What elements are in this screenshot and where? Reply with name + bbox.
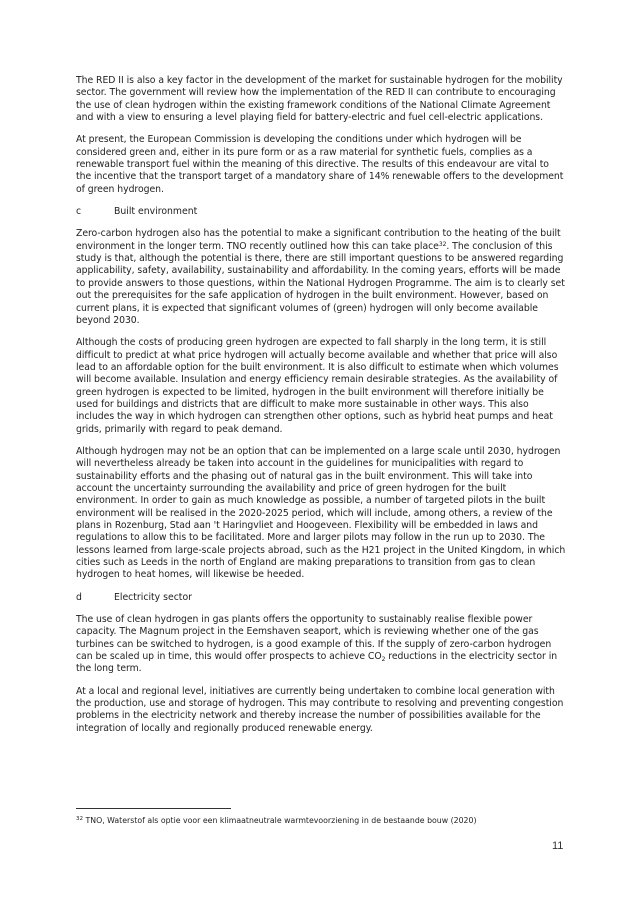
- section-heading-built-environment: [76, 206, 566, 218]
- paragraph-red-ii: The RED II is also a key factor in the development of the market for sustainable hydrogen for the mobility sector. The government will review how the implementation of the RED II can contribute to encouraging the use of clean hydrogen within the existing framework conditions of the National Climate Agreement and with a view to ensuring a level playing field for battery-electric and fuel cell-electric applications.: [76, 75, 563, 124]
- footnote-text: TNO, Waterstof als optie voor een klimaatneutrale warmtevoorziening in de bestaande bouw (2020): [83, 816, 477, 825]
- footnote: [76, 816, 576, 826]
- section-letter: d: [76, 591, 82, 603]
- paragraph-text: The use of clean hydrogen in gas plants offers the opportunity to sustainably realise flexible power capacity. The Magnum project in the Eemshaven seaport, which is reviewing whether one of the gas turbines can be switched to hydrogen, is a good example of this. If the supply of zero-carbon hydrogen can be scaled up in time, this would offer prospects to achieve CO: [76, 614, 552, 663]
- paragraph-gas-plants: [76, 614, 566, 676]
- paragraph-european-commission: At present, the European Commission is developing the conditions under which hydrogen will be considered green and, either in its pure form or as a raw material for synthetic fuels, complies as a renewable transport fuel within the meaning of this directive. The results of this endeavour are vital to the incentive that the transport target of a mandatory share of 14% renewable offers to the development of green hydrogen.: [76, 134, 564, 195]
- paragraph-text: . The conclusion of this study is that, although the potential is there, there are still important questions to be answered regarding applicability, safety, availability, sustainability and affordability. In the coming years, efforts will be made to provide answers to those questions, within the National Hydrogen Programme. The aim is to clearly set out the prerequisites for the safe application of hydrogen in the built environment. However, based on current plans, it is expected that significant volumes of (green) hydrogen will only become available beyond 2030.: [76, 240, 565, 326]
- paragraph-text: reductions in the electricity sector in the long term.: [76, 651, 558, 675]
- subscript: 2: [381, 656, 386, 664]
- footnote-marker: 32: [76, 816, 83, 822]
- section-heading-electricity-sector: [76, 592, 566, 604]
- paragraph-production-costs: Although the costs of producing green hydrogen are expected to fall sharply in the long term, it is still difficult to predict at what price hydrogen will actually become available and whether that price will also lead to an affordable option for the built environment. It is also difficult to estimate when which volumes will become available. Insulation and energy efficiency remain desirable strategies. As the availability of green hydrogen is expected to be limited, hydrogen in the built environment will therefore initially be used for buildings and districts that are difficult to make more sustainable in other ways. This also includes the way in which hydrogen can strengthen other options, such as hybrid heat pumps and heat grids, primarily with regard to peak demand.: [76, 337, 559, 435]
- footnote-reference: 32: [438, 240, 447, 248]
- body-content: [76, 75, 566, 745]
- footnote-divider: [76, 808, 231, 809]
- paragraph-zero-carbon-heating: [76, 228, 566, 327]
- page-number: 11: [552, 840, 564, 852]
- paragraph-pilots: Although hydrogen may not be an option that can be implemented on a large scale until 2030, hydrogen will nevertheless already be taken into account in the guidelines for municipalities with regard to sustainability efforts and the phasing out of natural gas in the built environment. This will take into account the uncertainty surrounding the availability and price of green hydrogen for the built environment. In order to gain as much knowledge as possible, a number of targeted pilots in the built environment will be realised in the 2020-2025 period, which will include, among others, a review of the plans in Rozenburg, Stad aan 't Haringvliet and Hoogeveen. Flexibility will be embedded in laws and regulations to allow this to be facilitated. More and larger pilots may follow in the run up to 2030. The lessons learned from large-scale projects abroad, such as the H21 project in the United Kingdom, in which cities such as Leeds in the north of England are making preparations to transition from gas to clean hydrogen to heat homes, will likewise be heeded.: [76, 445, 566, 581]
- section-title: Electricity sector: [114, 591, 192, 603]
- paragraph-local-initiatives: At a local and regional level, initiatives are currently being undertaken to combine local generation with the production, use and storage of hydrogen. This may contribute to resolving and preventing congestion problems in the electricity network and thereby increase the number of possibilities available for the integration of locally and regionally produced renewable energy.: [76, 685, 564, 734]
- section-letter: c: [76, 206, 82, 218]
- section-title: Built environment: [114, 206, 198, 218]
- paragraph-text: Zero-carbon hydrogen also has the potential to make a significant contribution to the heating of the built environment in the longer term. TNO recently outlined how this can take place: [76, 228, 561, 252]
